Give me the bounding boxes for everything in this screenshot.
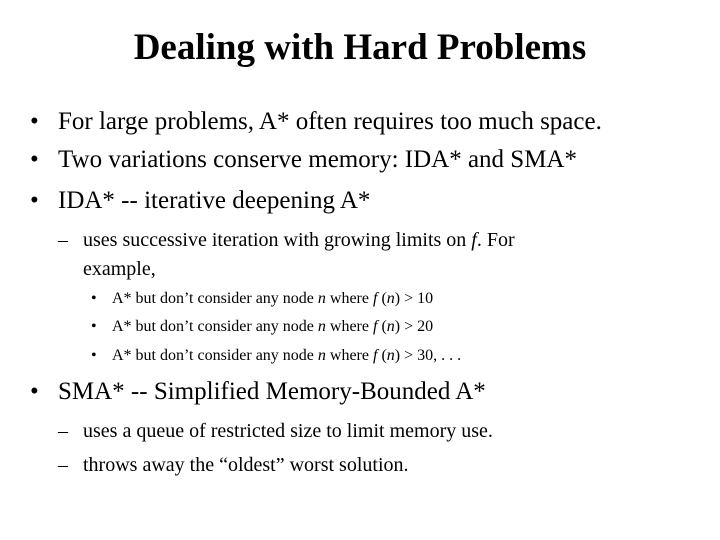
bullet-text-sma: SMA* -- Simplified Memory-Bounded A* [58,378,486,405]
sub-bullet-marker: – [58,454,68,476]
sub-sub-bullet-text-limit-30: A* but don’t consider any node n where f (n) > 30, . . . [112,347,462,364]
sub-sub-bullet-marker: • [91,347,97,364]
sub-sub-bullet-text-limit-20: A* but don’t consider any node n where f (n) > 20 [112,318,434,335]
sub-bullet-text-throws-away: throws away the “oldest” worst solution. [83,454,409,476]
bullet-marker: • [30,187,39,214]
bullet-marker: • [30,378,39,405]
bullet-text-ida: IDA* -- iterative deepening A* [58,187,371,214]
bullet-text-large-problems: For large problems, A* often requires too much space. [58,108,602,135]
sub-bullet-marker: – [58,229,68,251]
sub-bullet-text-successive-iteration: uses successive iteration with growing limits on f. For [83,229,515,251]
bullet-marker: • [30,108,39,135]
sub-bullet-text-queue: uses a queue of restricted size to limit memory use. [83,420,493,442]
bullet-marker: • [30,146,39,173]
sub-sub-bullet-marker: • [91,290,97,307]
sub-sub-bullet-marker: • [91,318,97,335]
bullet-text-two-variations: Two variations conserve memory: IDA* and SMA* [58,146,577,173]
sub-bullet-marker: – [58,420,68,442]
sub-sub-bullet-text-limit-10: A* but don’t consider any node n where f (n) > 10 [112,290,434,307]
slide-title: Dealing with Hard Problems [133,27,587,68]
sub-bullet-text-continuation: example, [83,258,156,280]
